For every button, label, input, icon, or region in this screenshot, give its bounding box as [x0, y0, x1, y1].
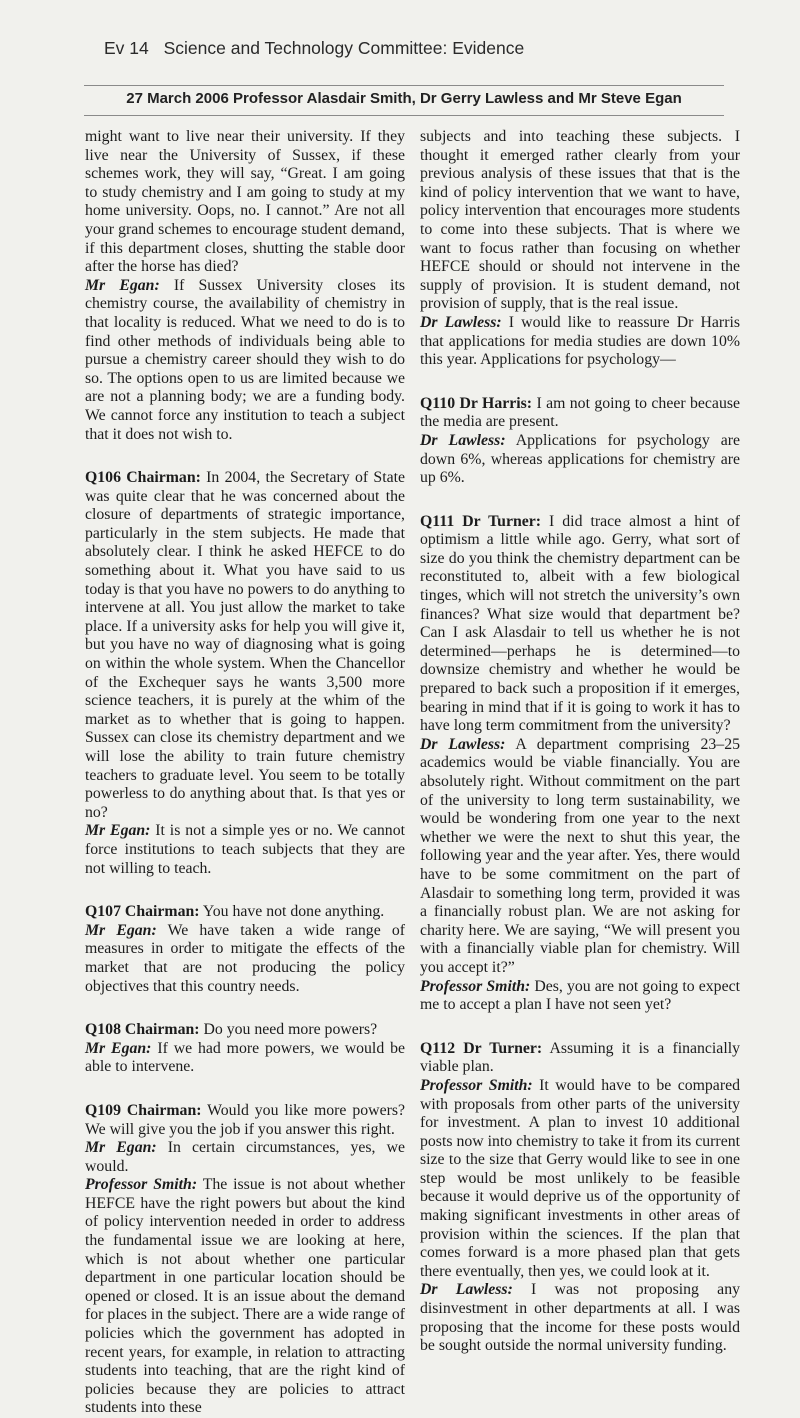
question-paragraph [420, 513, 740, 736]
answer-paragraph [420, 314, 740, 370]
question-text: I did trace almost a hint of optimism a little while ago. Gerry, what sort of size do you think the chemistry department can be reconstituted to, albeit with a few biological tinges, which will not stretch the university’s own finances? What size would that department be? Can I ask Alasdair to tell us whether he is not determined—perhaps he is determined—to downsize chemistry and whether he would be prepared to back such a proposition if it emerges, bearing in mind that if it is going to work it has to have long term commitment from the university? [420, 512, 740, 735]
question-label: Q107 Chairman: [85, 903, 200, 921]
answer-text: If we had more powers, we would be able to intervene. [85, 1039, 405, 1076]
answer-text: A department comprising 23–25 academics would be viable financially. You are absolutely right. Without commitment on the part of the university to long term sustainability, we would be wondering from one year to the next whether we were the next to shut this year, the following year and the year after. Yes, there would have to be some commitment on the part of Alasdair to something long term, provided it was a financially robust plan. We are not asking for charity here. We are saying, “We will present you with a financially viable plan for chemistry. Will you accept it?” [420, 735, 740, 976]
speaker-name: Mr Egan: [85, 1139, 157, 1157]
speaker-name: Mr Egan: [85, 822, 151, 840]
answer-paragraph [85, 277, 405, 444]
document-title: Science and Technology Committee: Evidence [163, 38, 525, 58]
question-text: You have not done anything. [199, 903, 385, 921]
question-label: Q111 Dr Turner: [420, 512, 542, 530]
answer-paragraph [420, 736, 740, 978]
session-subheading: 27 March 2006 Professor Alasdair Smith, Dr Gerry Lawless and Mr Steve Egan [126, 90, 682, 107]
right-column [420, 128, 740, 1356]
question-paragraph [420, 1040, 740, 1077]
answer-text: If Sussex University closes its chemistry course, the availability of chemistry in that locality is reduced. What we need to do is to find other methods of individuals being able to pursue a chemistry career should they wish to do so. The options open to us are limited because we are not a planning body; we are a funding body. We cannot force any institution to teach a subject that it does not wish to. [85, 276, 405, 443]
answer-paragraph [85, 1176, 405, 1418]
answer-paragraph [85, 822, 405, 878]
top-rule [84, 85, 724, 86]
answer-text: It would have to be compared with proposals from other parts of the university for investment. A plan to invest 10 additional posts now into chemistry to take it from its current size to the size that Gerry would like to see in one step would be most unlikely to be feasible because it would deprive us of the opportunity of making significant investments in other areas of provision within the sciences. If the plan that comes forward is a more phased plan that gets there eventually, then yes, we could look at it. [420, 1076, 740, 1280]
question-label: Q112 Dr Turner: [420, 1039, 543, 1057]
speaker-name: Dr Lawless: [420, 313, 502, 331]
question-paragraph [85, 1102, 405, 1139]
running-head [104, 38, 524, 59]
answer-paragraph [420, 1077, 740, 1282]
bottom-rule [84, 115, 724, 116]
answer-paragraph [420, 432, 740, 488]
speaker-name: Dr Lawless: [420, 1281, 513, 1299]
left-column [85, 128, 405, 1418]
question-paragraph [85, 903, 405, 922]
answer-paragraph [85, 922, 405, 996]
answer-text: The issue is not about whether HEFCE have the right powers but about the kind of policy intervention needed in order to address the fundamental issue we are looking at here, which is not about whether one particular department in one particular location should be opened or closed. It is an issue about the demand for places in the subject. There are a wide range of policies which the government has adopted in recent years, for example, in relation to attracting students into teaching, that are the right kind of policies because they are policies to attract students into these [85, 1176, 405, 1417]
question-text: In 2004, the Secretary of State was quite clear that he was concerned about the closure of departments of strategic importance, particularly in the stem subjects. He made that absolutely clear. I think he asked HEFCE to do something about it. What you have said to us today is that you have no powers to do anything to intervene at all. You just allow the market to take place. If a university asks for help you will give it, but you have no way of diagnosing what is going on within the whole system. When the Chancellor of the Exchequer says he wants 3,500 more science teachers, it is purely at the whim of the market as to whether that is going to happen. Sussex can close its chemistry department and we will lose the ability to train future chemistry teachers to graduate level. You seem to be totally powerless to do anything about that. Is that yes or no? [85, 469, 405, 821]
question-text: Assuming it is a financially viable plan. [420, 1039, 740, 1076]
answer-text: Applications for psychology are down 6%, whereas applications for chemistry are up 6%. [420, 431, 741, 487]
speaker-name: Professor Smith: [85, 1176, 198, 1194]
answer-paragraph [420, 978, 740, 1015]
speaker-name: Dr Lawless: [420, 735, 506, 753]
answer-paragraph [420, 1281, 740, 1355]
question-label: Q110 Dr Harris: [420, 394, 533, 412]
evidence-page-number: Ev 14 [104, 38, 149, 58]
paragraph: subjects and into teaching these subjects. I thought it emerged rather clearly from your previous analysis of these issues that that is the kind of policy intervention that we want to have, policy intervention that encourages more students to come into these subjects. That is where we want to focus rather than focusing on whether HEFCE should or should not intervene in the supply of provision. It is student demand, not provision of supply, that is the real issue. [420, 128, 740, 313]
question-label: Q109 Chairman: [85, 1101, 202, 1119]
speaker-name: Mr Egan: [85, 1039, 152, 1057]
speaker-name: Mr Egan: [85, 921, 157, 939]
speaker-name: Mr Egan: [85, 276, 160, 294]
answer-text: Des, you are not going to expect me to accept a plan I have not seen yet? [420, 977, 740, 1014]
speaker-name: Professor Smith: [420, 977, 531, 995]
question-label: Q108 Chairman: [85, 1021, 200, 1039]
answer-text: It is not a simple yes or no. We cannot force institutions to teach subjects that they are not willing to teach. [85, 822, 405, 877]
question-text: I am not going to cheer because the media are present. [420, 394, 741, 431]
answer-text: I would like to reassure Dr Harris that applications for media studies are down 10% this year. Applications for psychology— [420, 313, 740, 369]
answer-paragraph [85, 1040, 405, 1077]
speaker-name: Dr Lawless: [420, 431, 506, 449]
answer-text: In certain circumstances, yes, we would. [85, 1139, 405, 1175]
question-paragraph [85, 469, 405, 822]
speaker-name: Professor Smith: [420, 1076, 533, 1094]
question-label: Q106 Chairman: [85, 469, 201, 487]
paragraph: might want to live near their university. If they live near the University of Sussex, if these schemes work, they will say, “Great. I am going to study chemistry and I am going to study at my home university. Oops, no. I cannot.” Are not all your grand schemes to encourage student demand, if this department closes, shutting the stable door after the horse has died? [85, 128, 405, 276]
question-paragraph [420, 395, 740, 432]
question-text: Would you like more powers? We will give you the job if you answer this right. [85, 1101, 405, 1138]
answer-text: I was not proposing any disinvestment in other departments at all. I was proposing that the income for these posts would be sought outside the normal university funding. [420, 1281, 740, 1355]
answer-paragraph [85, 1139, 405, 1176]
question-paragraph [85, 1021, 405, 1040]
question-text: Do you need more powers? [199, 1021, 378, 1039]
answer-text: We have taken a wide range of measures in order to mitigate the effects of the market that are not producing the policy objectives that this country needs. [85, 921, 405, 995]
